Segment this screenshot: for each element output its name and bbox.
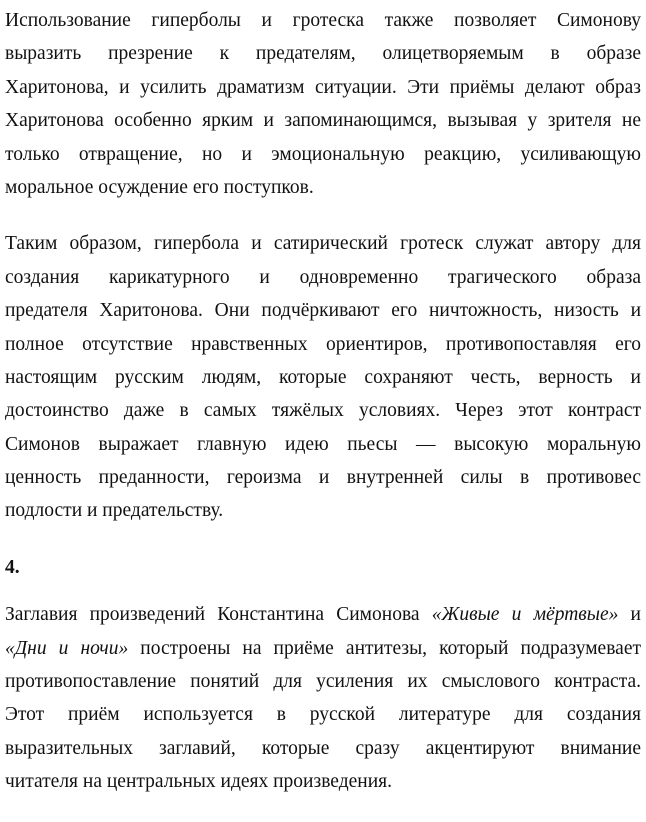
text-line (5, 361, 641, 394)
text-line (5, 171, 641, 204)
text-segment: выразительных заглавий, которые сразу акцентируют внимание (5, 737, 641, 759)
text-segment: предателя Харитонова. Они подчёркивают его ничтожность, низость и (5, 300, 641, 322)
text-line (5, 428, 641, 461)
text-line (5, 261, 641, 294)
text-line (5, 732, 641, 765)
text-line (5, 598, 641, 631)
text-segment: Харитонова, и усилить драматизм ситуации. Эти приёмы делают образ (5, 76, 641, 98)
section-heading: 4. (5, 556, 20, 578)
text-line (5, 104, 641, 137)
text-segment: Таким образом, гипербола и сатирический гротеск служат автору для (5, 233, 641, 255)
paragraph (5, 4, 641, 204)
text-segment: построены на приёме антитезы, который подразумевает (128, 637, 641, 659)
text-segment: Симонов выражает главную идею пьесы — высокую моральную (5, 433, 641, 455)
text-line (5, 394, 641, 427)
text-segment: достоинство даже в самых тяжёлых условиях. Через этот контраст (5, 400, 641, 422)
text-segment: моральное осуждение его поступков. (5, 176, 314, 198)
text-segment: Использование гиперболы и гротеска также позволяет Симонову (5, 10, 641, 31)
text-segment: полное отсутствие нравственных ориентиров, противопоставляя его (5, 333, 641, 355)
text-segment: ценность преданности, героизма и внутренней силы в противовес (5, 467, 641, 489)
text-segment: читателя на центральных идеях произведения. (5, 771, 392, 793)
text-line (5, 71, 641, 104)
text-segment: выразить презрение к предателям, олицетворяемым в образе (5, 43, 641, 65)
text-line (5, 665, 641, 698)
text-line (5, 461, 641, 494)
paragraph (5, 598, 641, 798)
text-segment: Харитонова особенно ярким и запоминающимся, вызывая у зрителя не (5, 110, 641, 132)
text-line (5, 227, 641, 260)
text-segment: только отвращение, но и эмоциональную реакцию, усиливающую (5, 143, 641, 165)
text-line (5, 4, 641, 37)
text-segment: подлости и предательству. (5, 500, 224, 522)
text-line (5, 138, 641, 171)
italic-title: «Дни и ночи» (5, 637, 129, 659)
paragraph (5, 227, 641, 528)
text-line (5, 494, 641, 527)
text-segment: и (618, 604, 641, 626)
text-segment: противопоставление понятий для усиления их смыслового контраста. (5, 671, 641, 693)
text-line (5, 632, 641, 665)
text-line (5, 294, 641, 327)
text-segment: настоящим русским людям, которые сохраняют честь, верность и (5, 366, 641, 388)
text-segment: Заглавия произведений Константина Симонова (5, 604, 432, 626)
text-line (5, 698, 641, 731)
text-line (5, 37, 641, 70)
text-segment: создания карикатурного и одновременно трагического образа (5, 266, 641, 288)
text-line (5, 765, 641, 798)
text-segment: Этот приём используется в русской литературе для создания (5, 704, 641, 726)
text-line (5, 328, 641, 361)
italic-title: «Живые и мёртвые» (431, 604, 619, 626)
document (5, 4, 641, 822)
